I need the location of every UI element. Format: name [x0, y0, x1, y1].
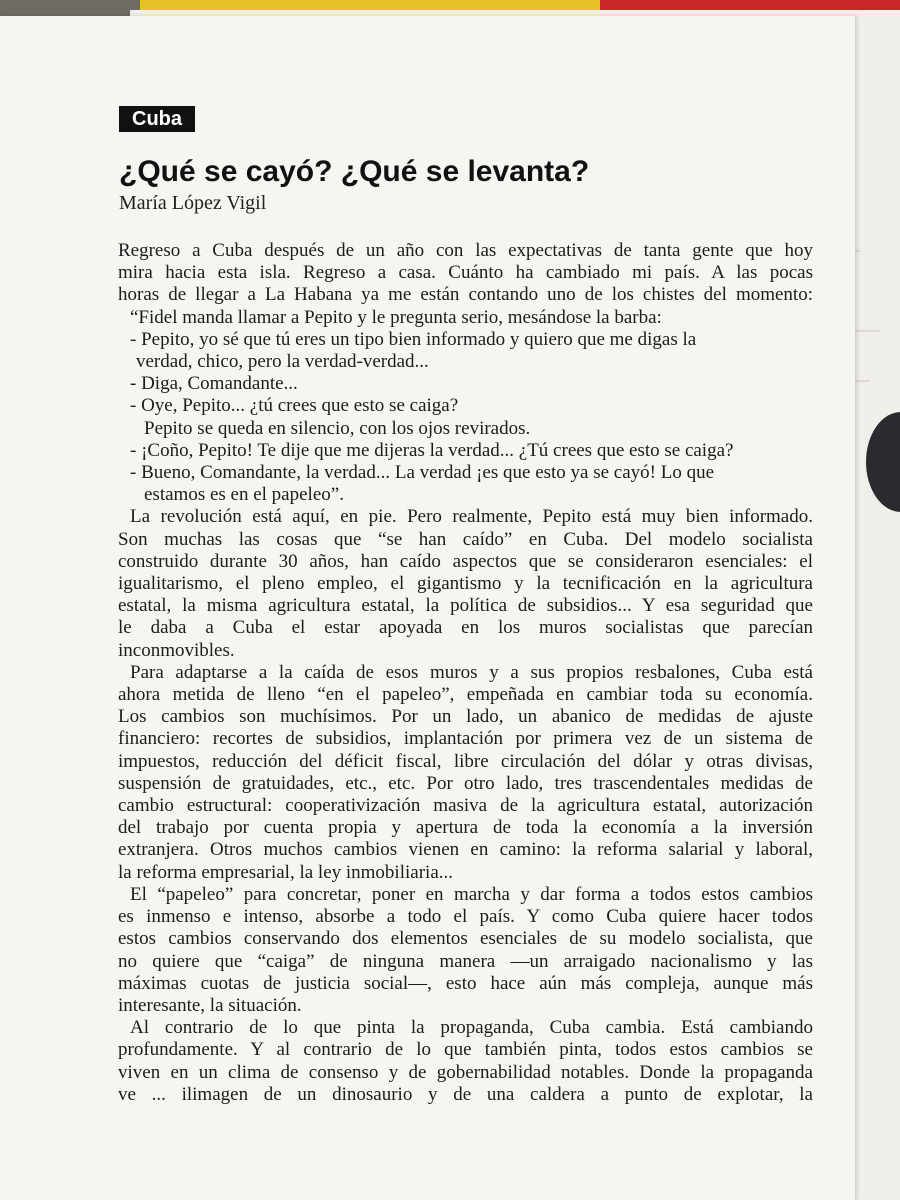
body-line: ve ... ilimagen de un dinosaurio y de una caldera a punto de explotar, la: [118, 1083, 813, 1105]
body-line: El “papeleo” para concretar, poner en marcha y dar forma a todos estos cambios: [130, 883, 813, 905]
section-tag: Cuba: [119, 106, 195, 132]
body-line: construido durante 30 años, han caído aspectos que se consideraron esenciales: el: [118, 550, 813, 572]
body-line: igualitarismo, el pleno empleo, el gigantismo y la tecnificación en la agricultura: [118, 573, 813, 595]
body-line: - Bueno, Comandante, la verdad... La verdad ¡es que esto ya se cayó! Lo que: [130, 462, 715, 484]
body-line: financiero: recortes de subsidios, implantación por primera vez de un sistema de: [118, 728, 813, 750]
body-line: Regreso a Cuba después de un año con las expectativas de tanta gente que hoy: [118, 240, 813, 261]
body-line: - ¡Coño, Pepito! Te dije que me dijeras la verdad... ¿Tú crees que esto se caiga?: [130, 439, 734, 461]
body-line: horas de llegar a La Habana ya me están contando uno de los chistes del momento:: [118, 284, 813, 306]
body-line: verdad, chico, pero la verdad-verdad...: [136, 351, 429, 373]
body-line: viven en un clima de consenso y de gobernabilidad notables. Donde la propaganda: [118, 1061, 813, 1083]
body-line: máximas cuotas de justicia social—, esto hace aún más compleja, aunque más: [118, 972, 813, 994]
body-line: Al contrario de lo que pinta la propaganda, Cuba cambia. Está cambiando: [130, 1017, 813, 1039]
body-line: Son muchas las cosas que “se han caído” en Cuba. Del modelo socialista: [118, 528, 813, 550]
body-line: estamos es en el papeleo”.: [144, 484, 344, 506]
body-line: estatal, la misma agricultura estatal, la política de subsidios... Y esa seguridad que: [118, 595, 813, 617]
body-line: del trabajo por cuenta propia y apertura de toda la economía a la inversión: [118, 817, 813, 839]
body-line: no quiere que “caiga” de ninguna manera —un arraigado nacionalismo y las: [118, 950, 813, 972]
body-line: ahora metida de lleno “en el papeleo”, empeñada en cambiar toda su economía.: [118, 684, 813, 706]
article-author: María López Vigil: [119, 192, 267, 214]
body-line: le daba a Cuba el estar apoyada en los muros socialistas que parecían: [118, 617, 813, 639]
body-line: mira hacia esta isla. Regreso a casa. Cuánto ha cambiado mi país. A las pocas: [118, 262, 813, 284]
body-line: suspensión de gratuidades, etc., etc. Por otro lado, tres trascendentales medidas de: [118, 772, 813, 794]
body-line: estos cambios conservando dos elementos esenciales de su modelo socialista, que: [118, 928, 813, 950]
body-line: Pepito se queda en silencio, con los ojos revirados.: [144, 417, 531, 439]
body-line: La revolución está aquí, en pie. Pero realmente, Pepito está muy bien informado.: [130, 506, 813, 528]
body-line: la reforma empresarial, la ley inmobiliaria...: [118, 861, 453, 883]
body-line: Para adaptarse a la caída de esos muros y a sus propios resbalones, Cuba está: [130, 661, 813, 683]
article-title: ¿Qué se cayó? ¿Qué se levanta?: [119, 155, 590, 188]
body-line: - Diga, Comandante...: [130, 373, 298, 395]
body-line: profundamente. Y al contrario de lo que también pinta, todos estos cambios se: [118, 1039, 813, 1061]
body-line: - Pepito, yo sé que tú eres un tipo bien informado y quiero que me digas la: [130, 328, 697, 350]
body-line: Los cambios son muchísimos. Por un lado, un abanico de medidas de ajuste: [118, 706, 813, 728]
body-line: “Fidel manda llamar a Pepito y le pregunta serio, mesándose la barba:: [130, 306, 662, 328]
body-line: impuestos, reducción del déficit fiscal, libre circulación del dólar y otras divisas,: [118, 750, 813, 772]
body-line: interesante, la situación.: [118, 994, 302, 1016]
body-line: es inmenso e intenso, absorbe a todo el país. Y como Cuba quiere hacer todos: [118, 906, 813, 928]
body-line: inconmovibles.: [118, 639, 235, 661]
article-body: [118, 240, 813, 1106]
body-line: cambio estructural: cooperativización masiva de la agricultura estatal, autorización: [118, 795, 813, 817]
body-line: extranjera. Otros muchos cambios vienen en camino: la reforma salarial y laboral,: [118, 839, 813, 861]
body-line: - Oye, Pepito... ¿tú crees que esto se caiga?: [130, 395, 459, 417]
